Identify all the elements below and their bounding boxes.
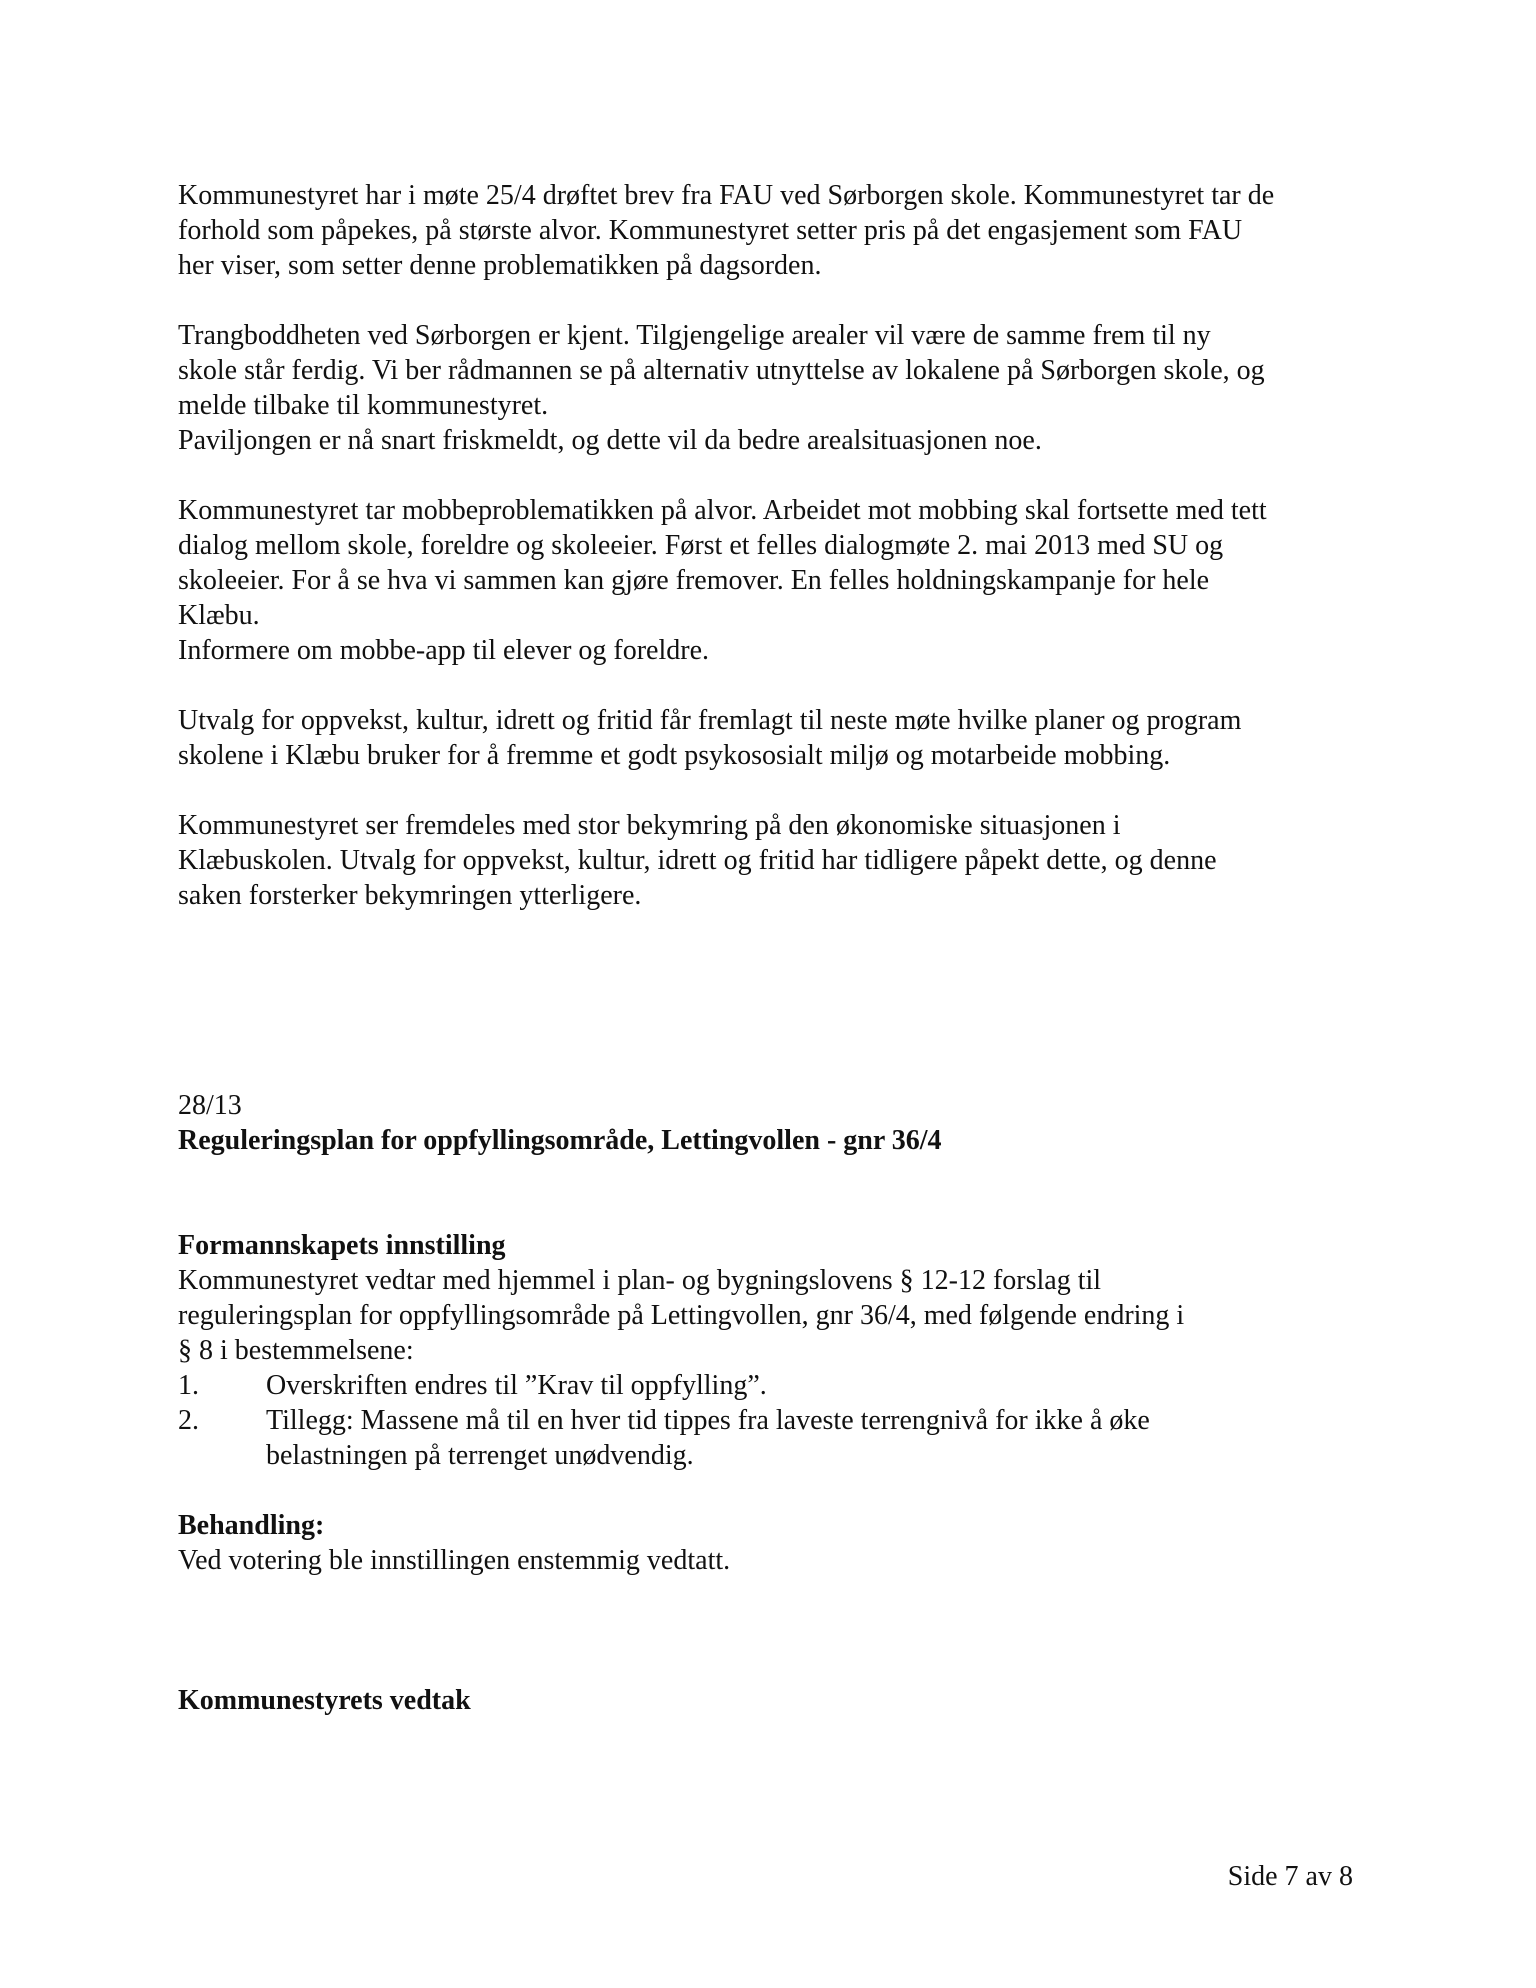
paragraph-bullying [178, 493, 1368, 668]
text-line: Kommunestyret har i møte 25/4 drøftet brev fra FAU ved Sørborgen skole. Kommunestyret tar de [178, 180, 1275, 211]
text-line: reguleringsplan for oppfyllingsområde på Lettingvollen, gnr 36/4, med følgende endring i [178, 1300, 1185, 1331]
text-line: Overskriften endres til ”Krav til oppfylling”. [266, 1370, 767, 1401]
text-line: Trangboddheten ved Sørborgen er kjent. Tilgjengelige arealer vil være de samme frem til ny [178, 320, 1211, 351]
text-line: Informere om mobbe-app til elever og foreldre. [178, 635, 710, 666]
text-line: skoleeier. For å se hva vi sammen kan gjøre fremover. En felles holdningskampanje for hele [178, 565, 1210, 596]
text-line: her viser, som setter denne problematikken på dagsorden. [178, 250, 822, 281]
text-line: skolene i Klæbu bruker for å fremme et godt psykososialt miljø og motarbeide mobbing. [178, 740, 1171, 771]
vertical-gap [178, 1648, 1368, 1683]
text-line: Kommunestyret vedtar med hjemmel i plan- og bygningslovens § 12-12 forslag til [178, 1265, 1102, 1296]
decision-heading: Kommunestyrets vedtak [178, 1685, 471, 1716]
paragraph-economy [178, 808, 1368, 913]
list-number: 2. [178, 1405, 199, 1436]
recommendation-heading: Formannskapets innstilling [178, 1230, 506, 1261]
page-number: Side 7 av 8 [1227, 1861, 1353, 1892]
text-line: Utvalg for oppvekst, kultur, idrett og fritid får fremlagt til neste møte hvilke planer og program [178, 705, 1242, 736]
case-header [178, 1088, 1368, 1158]
page-content [178, 178, 1368, 1718]
list-text [266, 1403, 1368, 1473]
text-line: melde tilbake til kommunestyret. [178, 390, 549, 421]
paragraph-fau-letter [178, 178, 1368, 283]
text-line: skole står ferdig. Vi ber rådmannen se på alternativ utnyttelse av lokalene på Sørborgen skole, og [178, 355, 1265, 386]
list-text [266, 1368, 1368, 1403]
text-line: § 8 i bestemmelsene: [178, 1335, 414, 1366]
paragraph-space-situation [178, 318, 1368, 458]
text-line: Klæbu. [178, 600, 260, 631]
text-line: Kommunestyret ser fremdeles med stor bekymring på den økonomiske situasjonen i [178, 810, 1121, 841]
vertical-gap [178, 1578, 1368, 1648]
text-line: forhold som påpekes, på største alvor. Kommunestyret setter pris på det engasjement som FAU [178, 215, 1243, 246]
treatment-section [178, 1508, 1368, 1578]
text-line: Tillegg: Massene må til en hver tid tippes fra laveste terrengnivå for ikke å øke [266, 1405, 1150, 1436]
text-line: dialog mellom skole, foreldre og skoleeier. Først et felles dialogmøte 2. mai 2013 med SU og [178, 530, 1224, 561]
list-item [178, 1403, 1368, 1473]
treatment-text: Ved votering ble innstillingen enstemmig vedtatt. [178, 1545, 731, 1576]
text-line: Klæbuskolen. Utvalg for oppvekst, kultur, idrett og fritid har tidligere påpekt dette, og denne [178, 845, 1217, 876]
vertical-gap [178, 1158, 1368, 1228]
list-number: 1. [178, 1370, 199, 1401]
text-line: saken forsterker bekymringen ytterligere. [178, 880, 642, 911]
recommendation-section [178, 1228, 1368, 1473]
decision-section [178, 1683, 1368, 1718]
list-item [178, 1368, 1368, 1403]
vertical-gap [178, 1473, 1368, 1508]
vertical-gap [178, 913, 1368, 1088]
case-title: Reguleringsplan for oppfyllingsområde, Lettingvollen - gnr 36/4 [178, 1125, 942, 1156]
treatment-heading: Behandling: [178, 1510, 325, 1541]
case-number: 28/13 [178, 1090, 242, 1121]
text-line: Kommunestyret tar mobbeproblematikken på alvor. Arbeidet mot mobbing skal fortsette med tett [178, 495, 1267, 526]
text-line: belastningen på terrenget unødvendig. [266, 1440, 694, 1471]
text-line: Paviljongen er nå snart friskmeldt, og dette vil da bedre arealsituasjonen noe. [178, 425, 1042, 456]
paragraph-committee-plans [178, 703, 1368, 773]
